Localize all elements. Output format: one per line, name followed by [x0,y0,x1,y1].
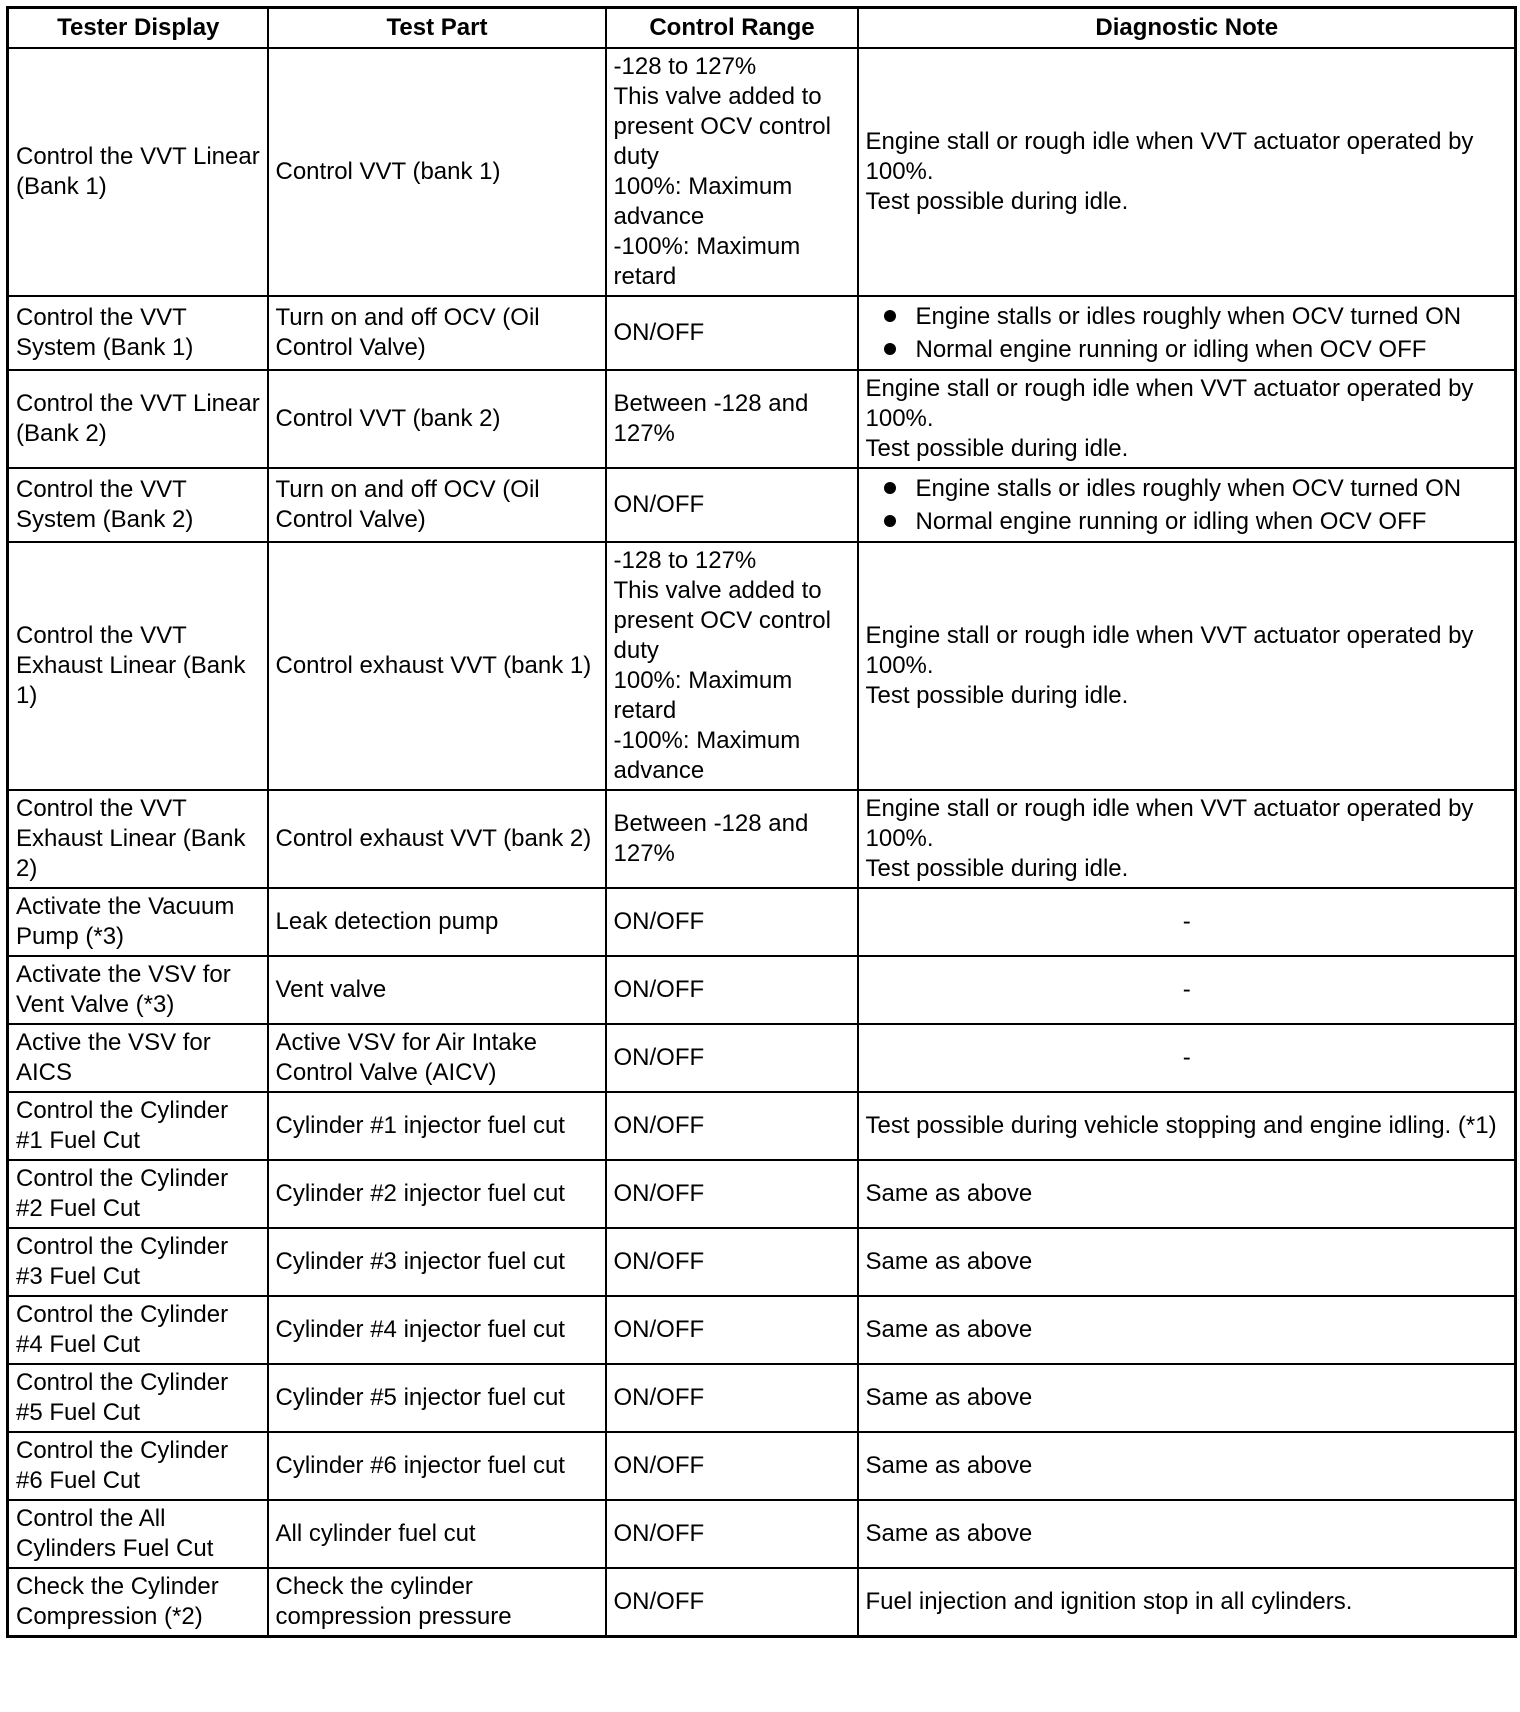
cell-diagnostic-note [858,296,1516,370]
cell-tester-display: Check the Cylinder Compression (*2) [8,1568,268,1637]
column-header-diagnostic-note: Diagnostic Note [858,8,1516,49]
cell-tester-display: Control the VVT Exhaust Linear (Bank 2) [8,790,268,888]
diagnostic-bullet-item [884,333,1509,366]
table-row [8,1024,1516,1092]
cell-tester-display: Control the Cylinder #1 Fuel Cut [8,1092,268,1160]
cell-control-range: ON/OFF [606,888,858,956]
table-row [8,1160,1516,1228]
diagnostic-bullet-list [866,300,1509,366]
cell-tester-display: Control the Cylinder #2 Fuel Cut [8,1160,268,1228]
cell-tester-display: Control the VVT Exhaust Linear (Bank 1) [8,542,268,790]
cell-test-part: Cylinder #3 injector fuel cut [268,1228,606,1296]
diagnostic-bullet-item [884,300,1509,333]
cell-tester-display: Active the VSV for AICS [8,1024,268,1092]
bullet-dot-icon [884,343,896,355]
cell-tester-display: Control the VVT System (Bank 1) [8,296,268,370]
cell-test-part: All cylinder fuel cut [268,1500,606,1568]
cell-control-range: ON/OFF [606,956,858,1024]
table-header-row [8,8,1516,49]
cell-test-part: Control VVT (bank 1) [268,48,606,296]
cell-control-range: ON/OFF [606,1432,858,1500]
cell-diagnostic-note [858,468,1516,542]
cell-control-range: ON/OFF [606,1500,858,1568]
table-row [8,1432,1516,1500]
bullet-text: Normal engine running or idling when OCV OFF [915,336,1427,363]
cell-test-part: Cylinder #2 injector fuel cut [268,1160,606,1228]
table-row [8,468,1516,542]
cell-diagnostic-note: Same as above [858,1228,1516,1296]
column-header-tester-display: Tester Display [8,8,268,49]
cell-test-part: Cylinder #6 injector fuel cut [268,1432,606,1500]
cell-test-part: Cylinder #5 injector fuel cut [268,1364,606,1432]
cell-test-part: Cylinder #4 injector fuel cut [268,1296,606,1364]
cell-control-range: ON/OFF [606,1160,858,1228]
cell-tester-display: Control the All Cylinders Fuel Cut [8,1500,268,1568]
cell-test-part: Control exhaust VVT (bank 2) [268,790,606,888]
bullet-dot-icon [884,515,896,527]
cell-diagnostic-note: Same as above [858,1160,1516,1228]
cell-tester-display: Control the Cylinder #3 Fuel Cut [8,1228,268,1296]
table-row [8,542,1516,790]
table-row [8,956,1516,1024]
cell-control-range: ON/OFF [606,1364,858,1432]
bullet-text: Normal engine running or idling when OCV OFF [915,508,1427,535]
diagnostic-bullet-item [884,505,1509,538]
table-row [8,1500,1516,1568]
table-row [8,790,1516,888]
cell-control-range: ON/OFF [606,1296,858,1364]
diagnostic-bullet-list [866,472,1509,538]
table-row [8,48,1516,296]
table-body [8,48,1516,1637]
cell-test-part: Turn on and off OCV (Oil Control Valve) [268,468,606,542]
cell-diagnostic-note: - [858,888,1516,956]
cell-control-range: ON/OFF [606,1568,858,1637]
cell-tester-display: Activate the Vacuum Pump (*3) [8,888,268,956]
cell-test-part: Active VSV for Air Intake Control Valve (AICV) [268,1024,606,1092]
table-row [8,888,1516,956]
table-row [8,1364,1516,1432]
cell-diagnostic-note: Engine stall or rough idle when VVT actuator operated by 100%. Test possible during idle. [858,48,1516,296]
table-row [8,1092,1516,1160]
table-row [8,296,1516,370]
cell-diagnostic-note: Fuel injection and ignition stop in all cylinders. [858,1568,1516,1637]
cell-test-part: Turn on and off OCV (Oil Control Valve) [268,296,606,370]
table-row [8,370,1516,468]
cell-diagnostic-note: Same as above [858,1296,1516,1364]
cell-tester-display: Control the VVT System (Bank 2) [8,468,268,542]
cell-control-range: -128 to 127% This valve added to present OCV control duty 100%: Maximum advance -100%: Maximum retard [606,48,858,296]
column-header-test-part: Test Part [268,8,606,49]
cell-control-range: ON/OFF [606,1228,858,1296]
cell-diagnostic-note: Test possible during vehicle stopping and engine idling. (*1) [858,1092,1516,1160]
active-test-table-wrapper [6,6,1514,1638]
cell-control-range: Between -128 and 127% [606,370,858,468]
cell-test-part: Cylinder #1 injector fuel cut [268,1092,606,1160]
active-test-table [6,6,1517,1638]
cell-test-part: Vent valve [268,956,606,1024]
cell-tester-display: Activate the VSV for Vent Valve (*3) [8,956,268,1024]
table-row [8,1296,1516,1364]
column-header-control-range: Control Range [606,8,858,49]
table-row [8,1228,1516,1296]
table-row [8,1568,1516,1637]
cell-diagnostic-note: Same as above [858,1500,1516,1568]
bullet-dot-icon [884,310,896,322]
cell-tester-display: Control the Cylinder #4 Fuel Cut [8,1296,268,1364]
bullet-text: Engine stalls or idles roughly when OCV turned ON [915,475,1462,502]
cell-test-part: Check the cylinder compression pressure [268,1568,606,1637]
cell-diagnostic-note: - [858,956,1516,1024]
cell-tester-display: Control the Cylinder #5 Fuel Cut [8,1364,268,1432]
cell-control-range: ON/OFF [606,1092,858,1160]
cell-diagnostic-note: - [858,1024,1516,1092]
cell-tester-display: Control the Cylinder #6 Fuel Cut [8,1432,268,1500]
bullet-text: Engine stalls or idles roughly when OCV turned ON [915,303,1462,330]
cell-diagnostic-note: Engine stall or rough idle when VVT actuator operated by 100%. Test possible during idle. [858,790,1516,888]
bullet-dot-icon [884,482,896,494]
cell-control-range: ON/OFF [606,1024,858,1092]
cell-test-part: Control exhaust VVT (bank 1) [268,542,606,790]
cell-test-part: Leak detection pump [268,888,606,956]
cell-test-part: Control VVT (bank 2) [268,370,606,468]
diagnostic-bullet-item [884,472,1509,505]
cell-diagnostic-note: Same as above [858,1432,1516,1500]
cell-tester-display: Control the VVT Linear (Bank 2) [8,370,268,468]
cell-diagnostic-note: Engine stall or rough idle when VVT actuator operated by 100%. Test possible during idle. [858,542,1516,790]
cell-control-range: ON/OFF [606,296,858,370]
cell-control-range: Between -128 and 127% [606,790,858,888]
cell-tester-display: Control the VVT Linear (Bank 1) [8,48,268,296]
cell-control-range: ON/OFF [606,468,858,542]
cell-diagnostic-note: Engine stall or rough idle when VVT actuator operated by 100%. Test possible during idle. [858,370,1516,468]
cell-diagnostic-note: Same as above [858,1364,1516,1432]
cell-control-range: -128 to 127% This valve added to present OCV control duty 100%: Maximum retard -100%: Maximum advance [606,542,858,790]
